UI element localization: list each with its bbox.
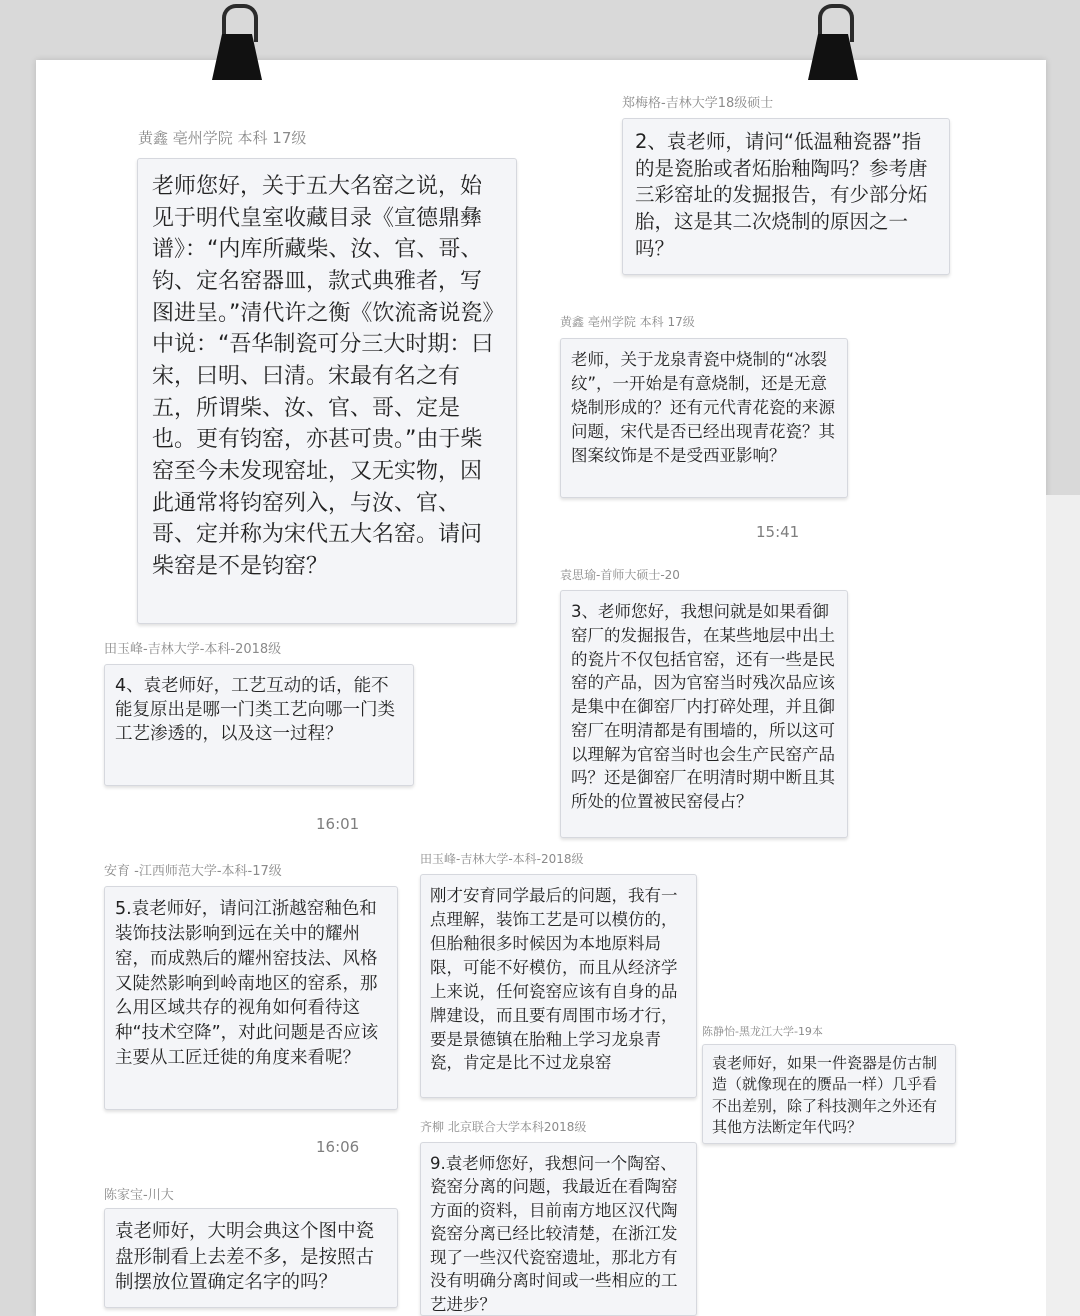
message-sender: 陈静怡-黑龙江大学-19本 — [702, 1025, 823, 1038]
message-bubble[interactable]: 9.袁老师您好，我想问一个陶窑、瓷窑分离的问题，我最近在看陶窑方面的资料，目前南方地区汉代陶瓷窑分离已经比较清楚，在浙江发现了一些汉代瓷窑遗址，那北方有没有明确分离时间或一些相应的工艺进步？ — [420, 1142, 697, 1316]
message-sender: 黄鑫 亳州学院 本科 17级 — [138, 129, 307, 147]
message-bubble[interactable]: 老师您好，关于五大名窑之说，始见于明代皇室收藏目录《宣德鼎彝谱》：“内库所藏柴、汝、官、哥、钧、定名窑器皿，款式典雅者，写图进呈。”清代许之衡《饮流斋说瓷》中说：“吾华制瓷可分三大时期：曰宋，曰明、曰清。宋最有名之有五，所谓柴、汝、官、哥、定是也。更有钧窑，亦甚可贵。”由于柴窑至今未发现窑址，又无实物，因此通常将钧窑列入，与汝、官、哥、定并称为宋代五大名窑。请问柴窑是不是钧窑？ — [137, 158, 517, 624]
timestamp: 16:06 — [316, 1138, 360, 1156]
message-bubble[interactable]: 5.袁老师好，请问江浙越窑釉色和装饰技法影响到远在关中的耀州窑，而成熟后的耀州窑技法、风格又陡然影响到岭南地区的窑系，那么用区域共存的视角如何看待这种“技术空降”，对此问题是否应该主要从工匠迁徙的角度来看呢？ — [104, 886, 398, 1110]
background-strip — [1046, 495, 1080, 1316]
message-sender: 黄鑫 亳州学院 本科 17级 — [560, 315, 695, 329]
message-bubble[interactable]: 4、袁老师好，工艺互动的话，能不能复原出是哪一门类工艺向哪一门类工艺渗透的，以及这一过程？ — [104, 664, 414, 786]
message-sender: 郑梅格-吉林大学18级硕士 — [622, 96, 774, 111]
message-bubble[interactable]: 2、袁老师，请问“低温釉瓷器”指的是瓷胎或者炻胎釉陶吗？参考唐三彩窑址的发掘报告，有少部分炻胎，这是其二次烧制的原因之一吗？ — [622, 118, 950, 275]
timestamp: 15:41 — [756, 523, 800, 541]
message-bubble[interactable]: 袁老师好，大明会典这个图中瓷盘形制看上去差不多，是按照古制摆放位置确定名字的吗？ — [104, 1208, 398, 1308]
message-sender: 田玉峰-吉林大学-本科-2018级 — [104, 642, 282, 657]
message-bubble[interactable]: 3、老师您好，我想问就是如果看御窑厂的发掘报告，在某些地层中出土的瓷片不仅包括官窑，还有一些是民窑的产品，因为官窑当时残次品应该是集中在御窑厂内打碎处理，并且御窑厂在明清都是有围墙的，所以这可以理解为官窑当时也会生产民窑产品吗？还是御窑厂在明清时期中断且其所处的位置被民窑侵占？ — [560, 590, 848, 838]
message-sender: 袁思瑜-首师大硕士-20 — [560, 568, 680, 582]
message-bubble[interactable]: 刚才安育同学最后的问题，我有一点理解，装饰工艺是可以模仿的，但胎釉很多时候因为本地原料局限，可能不好模仿，而且从经济学上来说，任何瓷窑应该有自身的品牌建设，而且要有周围市场才行，要是景德镇在胎釉上学习龙泉青瓷，肯定是比不过龙泉窑 — [420, 874, 697, 1098]
message-sender: 安育 -江西师范大学-本科-17级 — [104, 864, 282, 879]
message-sender: 陈家宝-川大 — [104, 1188, 174, 1203]
message-bubble[interactable]: 袁老师好，如果一件瓷器是仿古制造（就像现在的赝品一样）几乎看不出差别，除了科技测年之外还有其他方法断定年代吗？ — [702, 1044, 956, 1144]
message-sender: 齐柳 北京联合大学本科2018级 — [420, 1120, 587, 1134]
message-sender: 田玉峰-吉林大学-本科-2018级 — [420, 852, 584, 866]
timestamp: 16:01 — [316, 815, 360, 833]
message-bubble[interactable]: 老师，关于龙泉青瓷中烧制的“冰裂纹”，一开始是有意烧制，还是无意烧制形成的？还有元代青花瓷的来源问题，宋代是否已经出现青花瓷？其图案纹饰是不是受西亚影响？ — [560, 338, 848, 498]
